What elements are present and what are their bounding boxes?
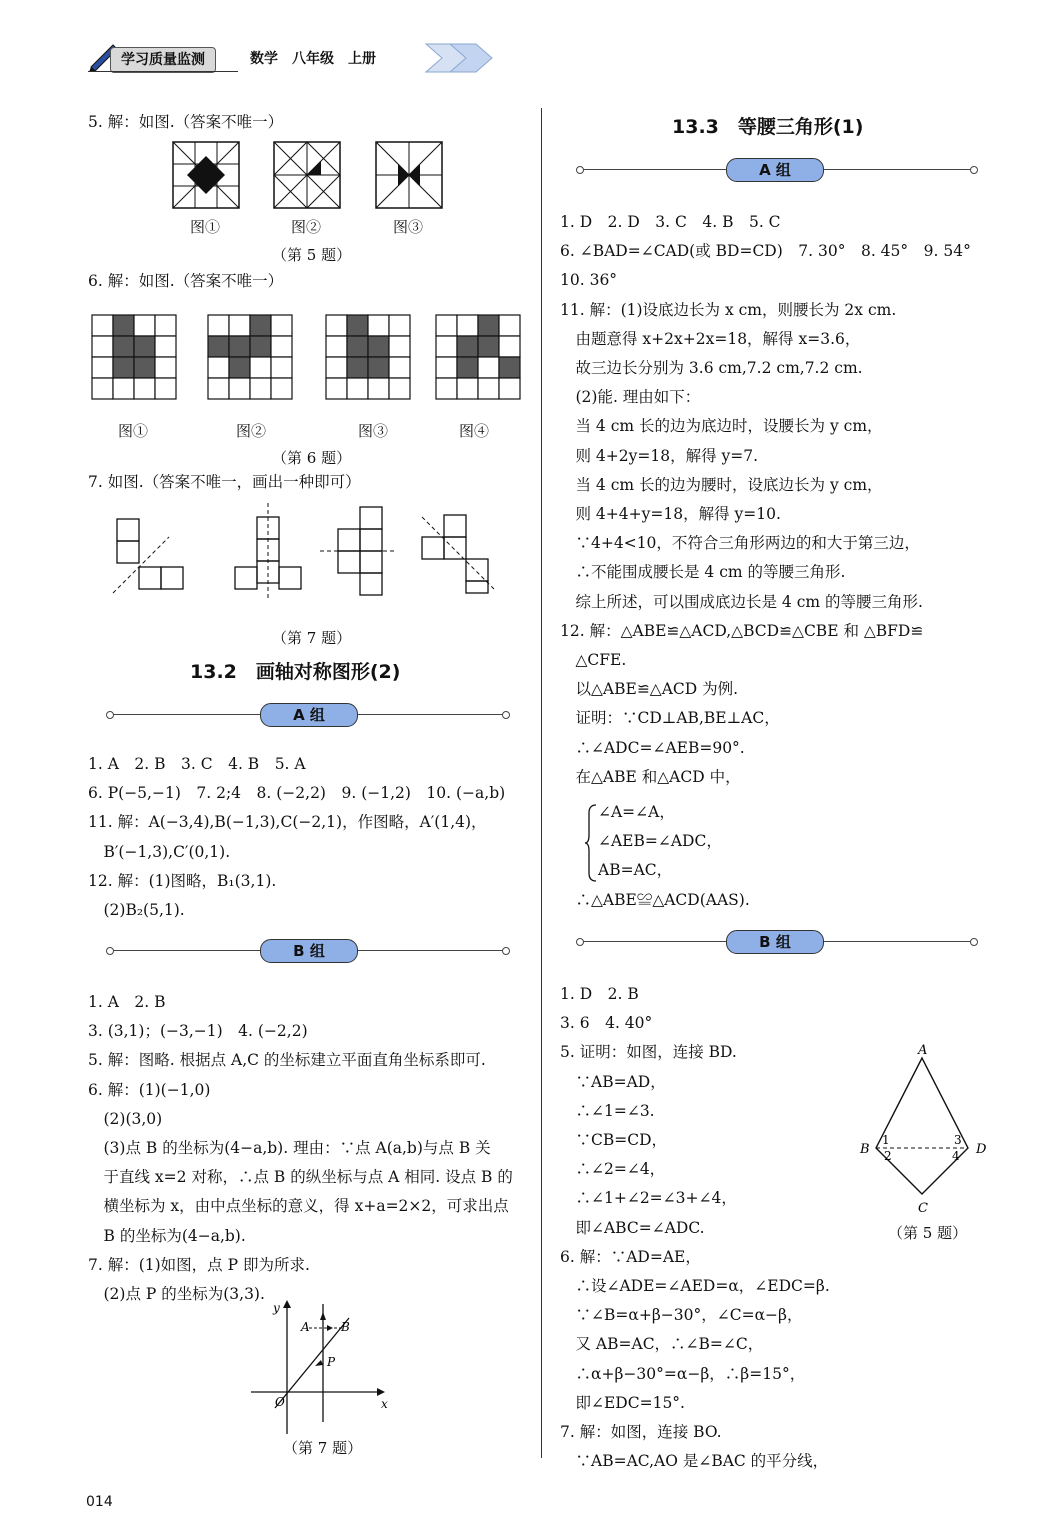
grid-cell bbox=[271, 378, 292, 399]
grid-cell bbox=[92, 336, 113, 357]
q5-label-1: 图① bbox=[190, 218, 221, 236]
brace bbox=[584, 803, 598, 883]
grid-cell-shaded bbox=[347, 315, 368, 336]
right-group-b-label: B 组 bbox=[726, 930, 824, 954]
condition-line: ∠A=∠A， bbox=[598, 803, 675, 821]
answer-line: ∴∠1=∠3. bbox=[560, 1101, 655, 1120]
grid-cell bbox=[134, 315, 155, 336]
grid-cell bbox=[436, 357, 457, 378]
grid-cell bbox=[271, 357, 292, 378]
answer-line: 于直线 x=2 对称，∴点 B 的纵坐标与点 A 相同. 设点 B 的 bbox=[88, 1168, 513, 1187]
answer-line: 3. (3,1)；(−3,−1) 4. (−2,2) bbox=[88, 1022, 308, 1041]
left-group-b-bar bbox=[110, 939, 506, 963]
answer-line: 5. 证明：如图，连接 BD. bbox=[560, 1043, 737, 1062]
grid-cell bbox=[326, 336, 347, 357]
grid-cell bbox=[389, 378, 410, 399]
grid-cell-shaded bbox=[478, 336, 499, 357]
answer-line: 1. D 2. D 3. C 4. B 5. C bbox=[560, 213, 781, 231]
answer-line: 12. 解：△ABE≌△ACD,△BCD≌△CBE 和 △BFD≌ bbox=[560, 621, 924, 640]
answer-line: ∵CB=CD， bbox=[560, 1131, 668, 1150]
grid-cell bbox=[229, 315, 250, 336]
q6-label-2: 图② bbox=[236, 422, 267, 440]
answer-line: 故三边长分别为 3.6 cm,7.2 cm,7.2 cm. bbox=[560, 359, 863, 378]
q5-figure-1 bbox=[173, 142, 239, 208]
q7-figure-4 bbox=[418, 513, 496, 595]
grid-cell bbox=[155, 336, 176, 357]
q6-grid-4 bbox=[436, 315, 520, 399]
kite-figure bbox=[852, 1040, 1002, 1220]
answer-line: 5. 解：图略. 根据点 A,C 的坐标建立平面直角坐标系即可. bbox=[88, 1051, 486, 1070]
answer-line: 6. 解：∵AD=AE， bbox=[560, 1247, 701, 1266]
axis-y-label: y bbox=[273, 1301, 280, 1315]
q7-caption: （第 7 题） bbox=[272, 629, 352, 647]
grid-cell-shaded bbox=[250, 315, 271, 336]
answer-line: 综上所述，可以围成底边长是 4 cm 的等腰三角形. bbox=[560, 592, 923, 611]
left-group-b-answers bbox=[88, 988, 513, 1309]
angle-4-label: 4 bbox=[952, 1149, 960, 1163]
answer-line: 11. 解：(1)设底边长为 x cm，则腰长为 2x cm. bbox=[560, 300, 897, 319]
answer-line: B′(−1,3),C′(0,1). bbox=[88, 842, 231, 861]
grid-cell-shaded bbox=[113, 336, 134, 357]
answer-line: 则 4+4+y=18，解得 y=10. bbox=[560, 505, 781, 524]
grid-cell-shaded bbox=[499, 357, 520, 378]
angle-2-label: 2 bbox=[884, 1149, 892, 1163]
answer-line: (2)点 P 的坐标为(3,3). bbox=[88, 1285, 265, 1304]
section-13-3-title: 13.3 等腰三角形(1) bbox=[672, 116, 864, 138]
coordinate-figure-caption: （第 7 题） bbox=[283, 1439, 363, 1457]
q6-grid-1 bbox=[92, 315, 176, 399]
grid-cell bbox=[436, 315, 457, 336]
grid-cell bbox=[208, 315, 229, 336]
answer-line: ∵∠B=α+β−30°，∠C=α−β， bbox=[560, 1306, 803, 1325]
condition-line: AB=AC， bbox=[598, 861, 673, 880]
kite-label-d: D bbox=[976, 1142, 987, 1157]
answer-line: 1. A 2. B 3. C 4. B 5. A bbox=[88, 755, 306, 773]
right-group-a-answers bbox=[560, 208, 971, 792]
coordinate-figure bbox=[245, 1298, 395, 1438]
grid-cell bbox=[155, 357, 176, 378]
answer-line: ∵AB=AD， bbox=[560, 1072, 666, 1091]
answer-line: 横坐标为 x，由中点坐标的意义，得 x+a=2×2，可求出点 bbox=[88, 1197, 509, 1216]
grid-cell bbox=[368, 378, 389, 399]
answer-line: ∵AB=AC,AO 是∠BAC 的平分线， bbox=[560, 1452, 829, 1471]
grid-cell-shaded bbox=[457, 357, 478, 378]
congruence-conditions bbox=[598, 798, 722, 886]
q6-caption: （第 6 题） bbox=[272, 449, 352, 467]
grid-cell-shaded bbox=[229, 357, 250, 378]
answer-line: 以△ABE≌△ACD 为例. bbox=[560, 680, 739, 699]
q7-figure-3 bbox=[320, 505, 396, 601]
angle-1-label: 1 bbox=[882, 1133, 890, 1147]
answer-line: (2)(3,0) bbox=[88, 1109, 163, 1128]
answer-line: 11. 解：A(−3,4),B(−1,3),C(−2,1)，作图略，A′(1,4)， bbox=[88, 813, 487, 832]
answer-line: 1. D 2. B bbox=[560, 985, 639, 1003]
grid-cell bbox=[457, 378, 478, 399]
answer-line: ∵4+4<10，不符合三角形两边的和大于第三边， bbox=[560, 534, 920, 553]
left-q6-text: 6. 解：如图.（答案不唯一） bbox=[88, 272, 284, 290]
q6-label-3: 图③ bbox=[358, 422, 389, 440]
q5-figure-3 bbox=[376, 142, 442, 208]
left-group-a-answers bbox=[88, 750, 505, 925]
answer-line: 6. 解：(1)(−1,0) bbox=[88, 1080, 211, 1099]
answer-line: ∴∠2=∠4， bbox=[560, 1160, 666, 1179]
grid-cell bbox=[134, 378, 155, 399]
grid-cell-shaded bbox=[478, 315, 499, 336]
grid-cell bbox=[250, 357, 271, 378]
right-group-a-label: A 组 bbox=[726, 158, 824, 182]
header-rule bbox=[88, 71, 238, 72]
grid-cell bbox=[113, 378, 134, 399]
grid-cell-shaded bbox=[457, 336, 478, 357]
answer-line: △CFE. bbox=[560, 651, 627, 670]
grid-cell bbox=[436, 378, 457, 399]
grid-cell bbox=[389, 357, 410, 378]
grid-cell bbox=[436, 336, 457, 357]
left-group-a-label: A 组 bbox=[260, 703, 358, 727]
answer-line: 由题意得 x+2x+2x=18，解得 x=3.6， bbox=[560, 329, 861, 348]
answer-line: ∴∠1+∠2=∠3+∠4， bbox=[560, 1189, 737, 1208]
chevron-arrows-icon bbox=[424, 42, 496, 74]
point-b-label: B bbox=[341, 1320, 350, 1334]
answer-line: B 的坐标为(4−a,b). bbox=[88, 1226, 246, 1245]
grid-cell bbox=[271, 315, 292, 336]
q7-figure-2 bbox=[230, 503, 306, 601]
answer-line: ∴∠ADC=∠AEB=90°. bbox=[560, 738, 745, 757]
q5-label-2: 图② bbox=[291, 218, 322, 236]
answer-line: (2)能. 理由如下： bbox=[560, 388, 701, 407]
answer-line: (2)B₂(5,1). bbox=[88, 901, 185, 920]
answer-line: 7. 解：(1)如图，点 P 即为所求. bbox=[88, 1255, 310, 1274]
grid-cell-shaded bbox=[134, 336, 155, 357]
congruence-conclusion: ∴△ABE≌△ACD(AAS). bbox=[560, 891, 750, 909]
grid-cell bbox=[478, 378, 499, 399]
right-group-b-answers bbox=[560, 980, 830, 1476]
grid-cell bbox=[499, 378, 520, 399]
grid-cell bbox=[250, 378, 271, 399]
answer-line: ∴不能围成腰长是 4 cm 的等腰三角形. bbox=[560, 563, 846, 582]
angle-3-label: 3 bbox=[954, 1133, 962, 1147]
answer-line: ∴α+β−30°=α−β，∴β=15°， bbox=[560, 1364, 806, 1383]
grid-cell bbox=[478, 357, 499, 378]
grid-cell-shaded bbox=[113, 315, 134, 336]
answer-line: 证明：∵CD⊥AB,BE⊥AC， bbox=[560, 709, 780, 728]
grid-cell bbox=[229, 378, 250, 399]
answer-line: 12. 解：(1)图略，B₁(3,1). bbox=[88, 871, 277, 890]
q5-figure-2 bbox=[274, 142, 340, 208]
condition-line: ∠AEB=∠ADC， bbox=[598, 832, 722, 851]
left-q7-text: 7. 如图.（答案不唯一，画出一种即可） bbox=[88, 473, 361, 491]
grid-cell bbox=[326, 315, 347, 336]
left-group-a-bar bbox=[110, 703, 506, 727]
q5-label-3: 图③ bbox=[393, 218, 424, 236]
left-group-b-label: B 组 bbox=[260, 939, 358, 963]
answer-line: (3)点 B 的坐标为(4−a,b). 理由：∵点 A(a,b)与点 B 关 bbox=[88, 1139, 491, 1158]
grid-cell-shaded bbox=[368, 336, 389, 357]
answer-line: 则 4+2y=18，解得 y=7. bbox=[560, 446, 759, 465]
answer-line: 1. A 2. B bbox=[88, 993, 166, 1011]
left-q5-text: 5. 解：如图.（答案不唯一） bbox=[88, 113, 284, 131]
point-a-label: A bbox=[301, 1320, 310, 1334]
section-13-2-title: 13.2 画轴对称图形(2) bbox=[190, 661, 401, 683]
answer-line: 当 4 cm 长的边为底边时，设腰长为 y cm， bbox=[560, 417, 883, 436]
grid-cell-shaded bbox=[347, 357, 368, 378]
kite-label-b: B bbox=[860, 1142, 870, 1157]
grid-cell bbox=[326, 378, 347, 399]
axis-x-label: x bbox=[381, 1397, 388, 1411]
kite-label-c: C bbox=[918, 1201, 928, 1216]
answer-line: 即∠ABC=∠ADC. bbox=[560, 1218, 705, 1237]
right-group-a-bar bbox=[580, 158, 974, 182]
right-group-b-bar bbox=[580, 930, 974, 954]
answer-line: 10. 36° bbox=[560, 271, 618, 290]
q6-grid-2 bbox=[208, 315, 292, 399]
grid-cell-shaded bbox=[229, 336, 250, 357]
answer-line: 即∠EDC=15°. bbox=[560, 1393, 685, 1412]
grid-cell bbox=[92, 378, 113, 399]
grid-cell bbox=[389, 315, 410, 336]
grid-cell-shaded bbox=[113, 357, 134, 378]
grid-cell-shaded bbox=[208, 336, 229, 357]
grid-cell bbox=[271, 336, 292, 357]
answer-line: 6. ∠BAD=∠CAD(或 BD=CD) 7. 30° 8. 45° 9. 54° bbox=[560, 242, 971, 261]
q6-grid-3 bbox=[326, 315, 410, 399]
grid-cell bbox=[92, 357, 113, 378]
answer-line: 在△ABE 和△ACD 中， bbox=[560, 767, 741, 786]
grid-cell bbox=[368, 315, 389, 336]
grid-cell-shaded bbox=[134, 357, 155, 378]
grid-cell bbox=[499, 315, 520, 336]
answer-line: 3. 6 4. 40° bbox=[560, 1014, 653, 1033]
grid-cell-shaded bbox=[368, 357, 389, 378]
answer-line: 当 4 cm 长的边为腰时，设底边长为 y cm， bbox=[560, 475, 883, 494]
book-subtitle: 数学 八年级 上册 bbox=[250, 51, 376, 67]
book-title: 学习质量监测 bbox=[110, 47, 216, 73]
answer-line: 6. P(−5,−1) 7. 2;4 8. (−2,2) 9. (−1,2) 10. (−a,b) bbox=[88, 784, 506, 803]
q7-figure-1 bbox=[113, 517, 189, 597]
grid-cell bbox=[155, 378, 176, 399]
origin-label: O bbox=[275, 1395, 285, 1409]
answer-line: 7. 解：如图，连接 BO. bbox=[560, 1423, 722, 1442]
answer-line: ∴设∠ADE=∠AED=α，∠EDC=β. bbox=[560, 1277, 830, 1296]
q5-caption: （第 5 题） bbox=[272, 246, 352, 264]
grid-cell bbox=[457, 315, 478, 336]
kite-figure-caption: （第 5 题） bbox=[888, 1224, 968, 1242]
kite-label-a: A bbox=[918, 1043, 928, 1058]
grid-cell bbox=[208, 378, 229, 399]
q6-label-1: 图① bbox=[118, 422, 149, 440]
grid-cell-shaded bbox=[250, 336, 271, 357]
page-number: 014 bbox=[86, 1494, 113, 1510]
grid-cell bbox=[326, 357, 347, 378]
grid-cell bbox=[208, 357, 229, 378]
grid-cell bbox=[499, 336, 520, 357]
grid-cell-shaded bbox=[347, 336, 368, 357]
grid-cell bbox=[155, 315, 176, 336]
answer-line: 又 AB=AC，∴∠B=∠C， bbox=[560, 1335, 764, 1354]
q6-label-4: 图④ bbox=[459, 422, 490, 440]
grid-cell bbox=[389, 336, 410, 357]
grid-cell bbox=[347, 378, 368, 399]
point-p-label: P bbox=[327, 1355, 336, 1369]
grid-cell bbox=[92, 315, 113, 336]
column-divider bbox=[541, 108, 542, 1458]
